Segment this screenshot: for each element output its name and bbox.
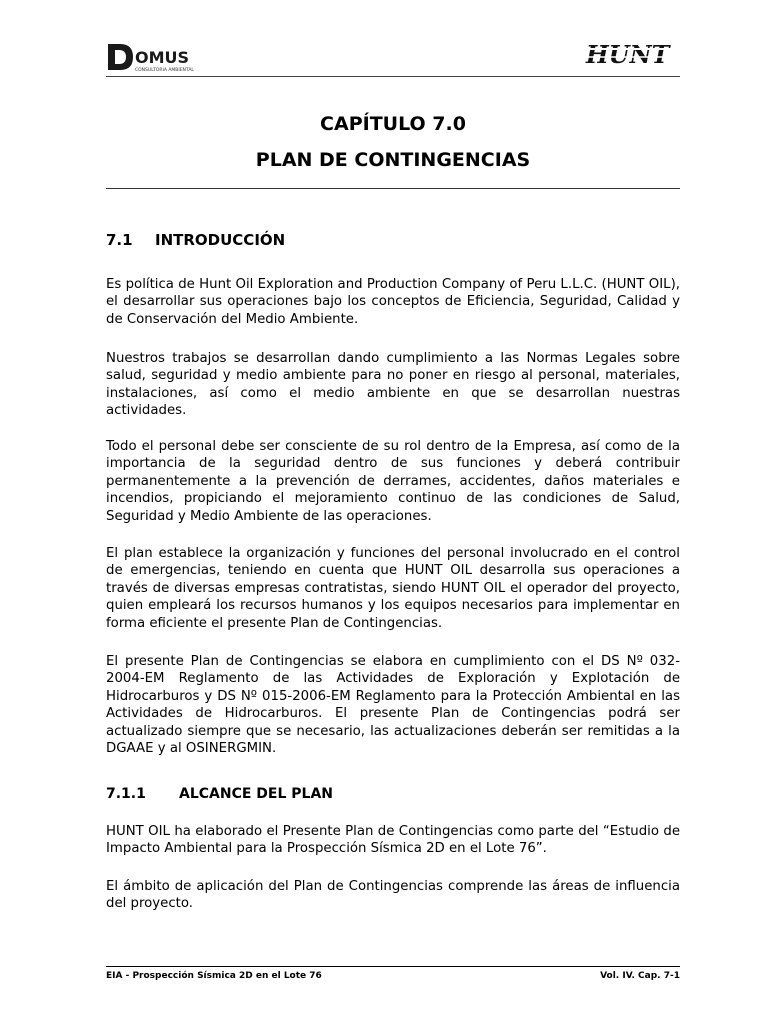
paragraph-scope-area: El ámbito de aplicación del Plan de Contingencias comprende las áreas de influencia del proyecto. [106,879,680,912]
subsection-number: 7.1.1 [106,786,146,802]
footer-page-reference: Vol. IV. Cap. 7-1 [600,971,680,981]
svg-text:CONSULTORIA AMBIENTAL: CONSULTORIA AMBIENTAL [135,68,194,73]
title-divider [106,188,680,189]
paragraph-regulations: El presente Plan de Contingencias se elabora en cumplimiento con el DS Nº 032-2004-EM Reglamento de las Actividades de Exploración y Explotación de Hidrocarburos y DS Nº 015-2006-EM Reglamento para la Protección Ambiental en las Actividades de Hidrocarburos. El presente Plan de Contingencias podrá ser actualizado siempre que se necesario, las actualizaciones deberán ser remitidas a la DGAAE y al OSINERGMIN. [106,654,680,757]
section-title: INTRODUCCIÓN [155,231,286,249]
chapter-number: CAPÍTULO 7.0 [320,113,466,135]
hunt-logo [584,40,680,70]
domus-logo [106,38,211,74]
chapter-title: PLAN DE CONTINGENCIAS [255,149,531,171]
subsection-title: ALCANCE DEL PLAN [179,786,334,802]
paragraph-legal-compliance: Nuestros trabajos se desarrollan dando cumplimiento a las Normas Legales sobre salud, seguridad y medio ambiente para no poner en riesgo al personal, materiales, instalaciones, así como el medio ambiente en que se desarrollan nuestras actividades. [106,351,680,419]
svg-text:OMUS: OMUS [135,48,190,67]
paragraph-plan-organization: El plan establece la organización y funciones del personal involucrado en el control de emergencias, teniendo en cuenta que HUNT OIL desarrolla sus operaciones a través de diversas empresas contratistas, siendo HUNT OIL el operador del proyecto, quien empleará los recursos humanos y los equipos necesarios para implementar en forma eficiente el presente Plan de Contingencias. [106,546,680,631]
subsection-heading [106,786,333,802]
page-footer [106,966,680,981]
footer-document-title: EIA - Prospección Sísmica 2D en el Lote 76 [106,971,322,981]
paragraph-personnel-role: Todo el personal debe ser consciente de su rol dentro de la Empresa, así como de la importancia de la seguridad dentro de sus funciones y deberá contribuir permanentemente a la prevención de derrames, accidentes, daños materiales e incendios, propiciando el mejoramiento continuo de las condiciones de Salud, Seguridad y Medio Ambiente de las operaciones. [106,439,680,524]
paragraph-scope-study: HUNT OIL ha elaborado el Presente Plan de Contingencias como parte del “Estudio de Impacto Ambiental para la Prospección Sísmica 2D en el Lote 76”. [106,824,680,857]
section-number: 7.1 [106,231,133,249]
page-header [106,38,680,77]
paragraph-policy: Es política de Hunt Oil Exploration and Production Company of Peru L.L.C. (HUNT OIL), el desarrollar sus operaciones bajo los conceptos de Eficiencia, Seguridad, Calidad y de Conservación del Medio Ambiente. [106,277,680,327]
section-heading [106,231,285,249]
svg-text:HUNT: HUNT [586,40,670,69]
